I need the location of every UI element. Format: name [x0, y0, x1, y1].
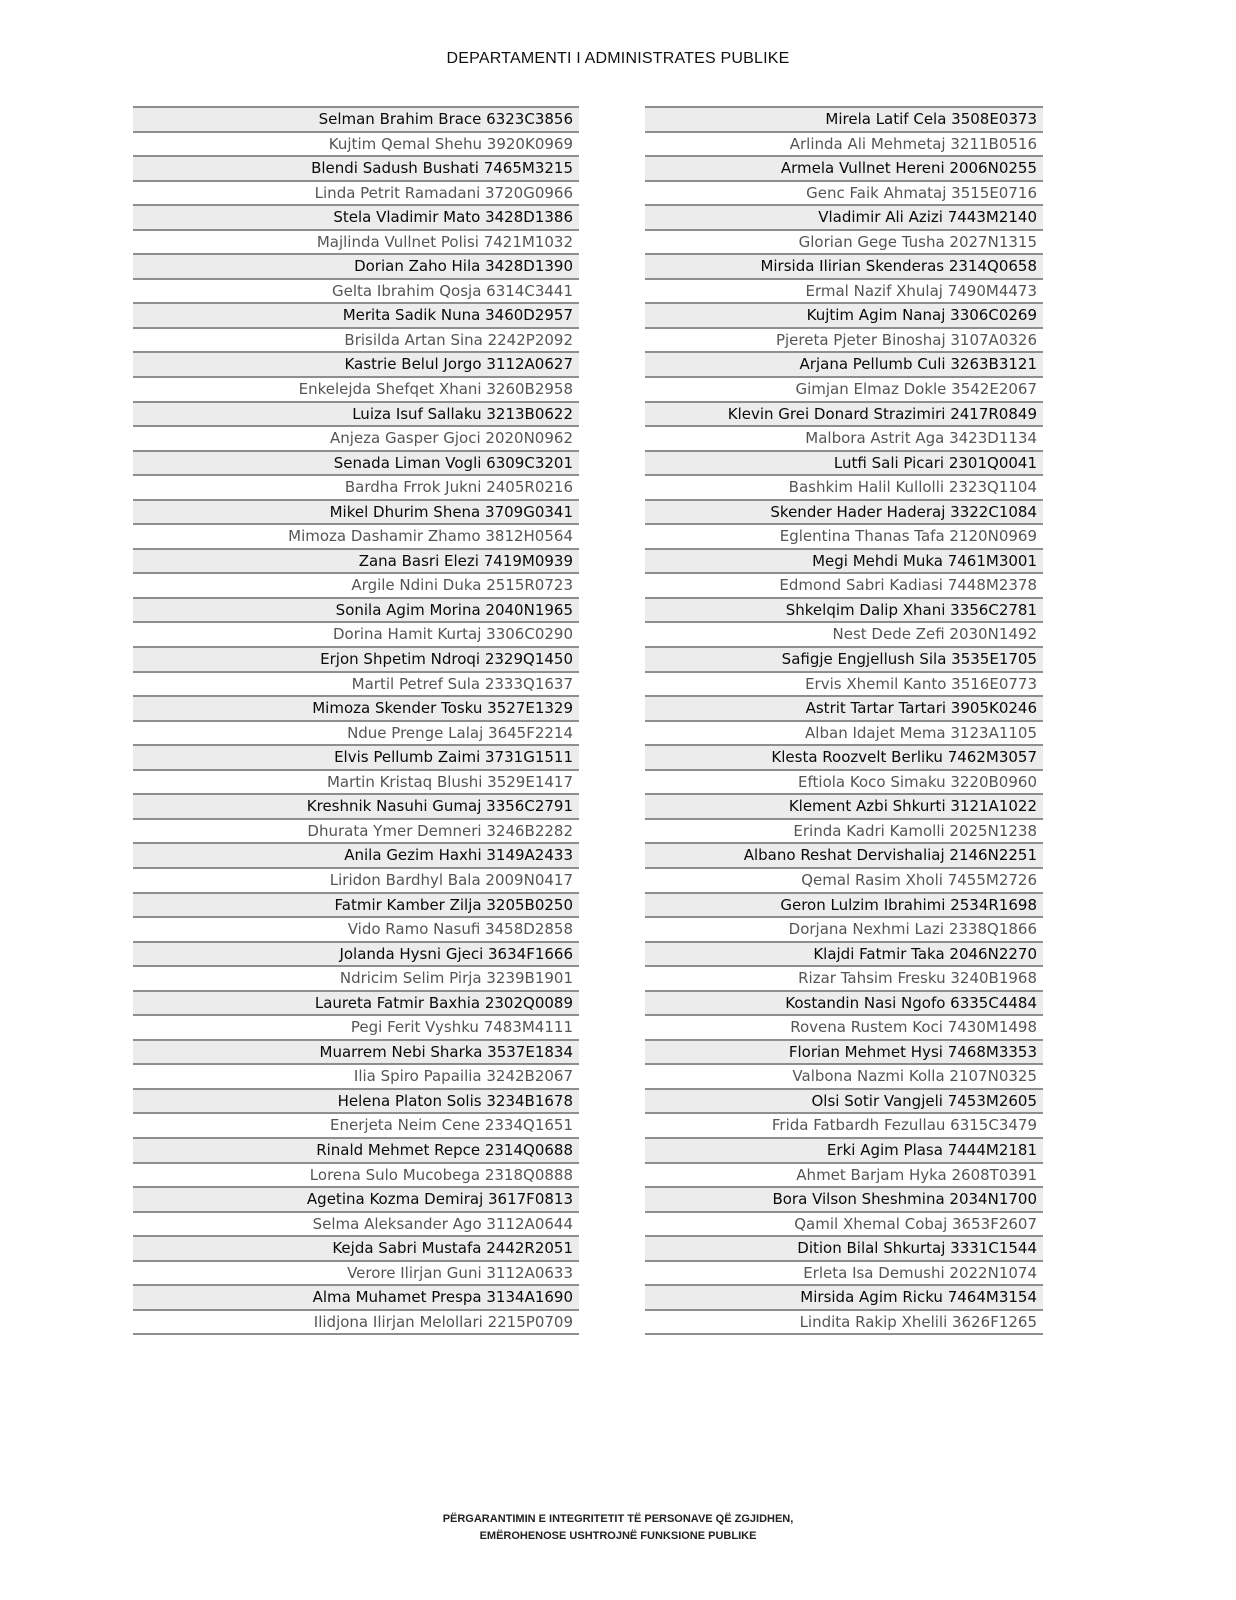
name-entry: Dorian Zaho Hila 3428D1390	[133, 253, 579, 278]
name-entry: Klevin Grei Donard Strazimiri 2417R0849	[645, 401, 1043, 426]
name-entry: Blendi Sadush Bushati 7465M3215	[133, 155, 579, 180]
name-entry: Argile Ndini Duka 2515R0723	[133, 572, 579, 597]
name-entry: Ervis Xhemil Kanto 3516E0773	[645, 671, 1043, 696]
footer-line-2: EMËROHENOSE USHTROJNË FUNKSIONE PUBLIKE	[479, 1530, 757, 1542]
name-entry: Martil Petref Sula 2333Q1637	[133, 671, 579, 696]
name-entry: Brisilda Artan Sina 2242P2092	[133, 327, 579, 352]
name-entry: Edmond Sabri Kadiasi 7448M2378	[645, 572, 1043, 597]
name-entry: Ermal Nazif Xhulaj 7490M4473	[645, 278, 1043, 303]
name-entry: Arlinda Ali Mehmetaj 3211B0516	[645, 131, 1043, 156]
footer	[0, 1511, 1236, 1545]
name-entry: Erjon Shpetim Ndroqi 2329Q1450	[133, 646, 579, 671]
name-entry: Florian Mehmet Hysi 7468M3353	[645, 1039, 1043, 1064]
name-entry: Senada Liman Vogli 6309C3201	[133, 450, 579, 475]
name-entry: Eglentina Thanas Tafa 2120N0969	[645, 523, 1043, 548]
name-entry: Kastrie Belul Jorgo 3112A0627	[133, 351, 579, 376]
name-entry: Majlinda Vullnet Polisi 7421M1032	[133, 229, 579, 254]
name-entry: Mirela Latif Cela 3508E0373	[645, 106, 1043, 131]
name-entry: Pegi Ferit Vyshku 7483M4111	[133, 1014, 579, 1039]
name-entry: Arjana Pellumb Culi 3263B3121	[645, 351, 1043, 376]
name-entry: Elvis Pellumb Zaimi 3731G1511	[133, 744, 579, 769]
name-entry: Gimjan Elmaz Dokle 3542E2067	[645, 376, 1043, 401]
name-entry: Pjereta Pjeter Binoshaj 3107A0326	[645, 327, 1043, 352]
name-entry: Skender Hader Haderaj 3322C1084	[645, 499, 1043, 524]
name-entry: Klajdi Fatmir Taka 2046N2270	[645, 941, 1043, 966]
name-entry: Fatmir Kamber Zilja 3205B0250	[133, 892, 579, 917]
name-entry: Geron Lulzim Ibrahimi 2534R1698	[645, 892, 1043, 917]
name-entry: Qamil Xhemal Cobaj 3653F2607	[645, 1211, 1043, 1236]
right-name-list	[645, 106, 1043, 1335]
name-entry: Nest Dede Zefi 2030N1492	[645, 621, 1043, 646]
name-entry: Kostandin Nasi Ngofo 6335C4484	[645, 990, 1043, 1015]
name-entry: Dition Bilal Shkurtaj 3331C1544	[645, 1235, 1043, 1260]
name-entry: Lindita Rakip Xhelili 3626F1265	[645, 1309, 1043, 1334]
name-entry: Selman Brahim Brace 6323C3856	[133, 106, 579, 131]
name-entry: Rinald Mehmet Repce 2314Q0688	[133, 1137, 579, 1162]
name-entry: Helena Platon Solis 3234B1678	[133, 1088, 579, 1113]
name-entry: Erleta Isa Demushi 2022N1074	[645, 1260, 1043, 1285]
name-entry: Kreshnik Nasuhi Gumaj 3356C2791	[133, 793, 579, 818]
name-entry: Verore Ilirjan Guni 3112A0633	[133, 1260, 579, 1285]
name-entry: Mimoza Skender Tosku 3527E1329	[133, 695, 579, 720]
name-entry: Rovena Rustem Koci 7430M1498	[645, 1014, 1043, 1039]
name-entry: Gelta Ibrahim Qosja 6314C3441	[133, 278, 579, 303]
name-entry: Kejda Sabri Mustafa 2442R2051	[133, 1235, 579, 1260]
name-entry: Glorian Gege Tusha 2027N1315	[645, 229, 1043, 254]
name-entry: Martin Kristaq Blushi 3529E1417	[133, 769, 579, 794]
name-entry: Sonila Agim Morina 2040N1965	[133, 597, 579, 622]
name-entry: Zana Basri Elezi 7419M0939	[133, 548, 579, 573]
name-entry: Erinda Kadri Kamolli 2025N1238	[645, 818, 1043, 843]
name-entry: Enerjeta Neim Cene 2334Q1651	[133, 1112, 579, 1137]
name-entry: Jolanda Hysni Gjeci 3634F1666	[133, 941, 579, 966]
name-entry: Enkelejda Shefqet Xhani 3260B2958	[133, 376, 579, 401]
name-entry: Armela Vullnet Hereni 2006N0255	[645, 155, 1043, 180]
name-entry: Albano Reshat Dervishaliaj 2146N2251	[645, 842, 1043, 867]
name-entry: Shkelqim Dalip Xhani 3356C2781	[645, 597, 1043, 622]
name-entry: Klesta Roozvelt Berliku 7462M3057	[645, 744, 1043, 769]
name-entry: Ndricim Selim Pirja 3239B1901	[133, 965, 579, 990]
name-entry: Vido Ramo Nasufi 3458D2858	[133, 916, 579, 941]
name-entry: Luiza Isuf Sallaku 3213B0622	[133, 401, 579, 426]
name-entry: Agetina Kozma Demiraj 3617F0813	[133, 1186, 579, 1211]
name-entry: Vladimir Ali Azizi 7443M2140	[645, 204, 1043, 229]
name-entry: Bashkim Halil Kullolli 2323Q1104	[645, 474, 1043, 499]
name-entry: Lutfi Sali Picari 2301Q0041	[645, 450, 1043, 475]
name-entry: Dorjana Nexhmi Lazi 2338Q1866	[645, 916, 1043, 941]
name-entry: Malbora Astrit Aga 3423D1134	[645, 425, 1043, 450]
left-name-list	[133, 106, 579, 1335]
name-entry: Selma Aleksander Ago 3112A0644	[133, 1211, 579, 1236]
footer-line-1: PËRGARANTIMIN E INTEGRITETIT TË PERSONAVE QË ZGJIDHEN,	[442, 1513, 794, 1525]
name-entry: Genc Faik Ahmataj 3515E0716	[645, 180, 1043, 205]
name-entry: Muarrem Nebi Sharka 3537E1834	[133, 1039, 579, 1064]
name-entry: Qemal Rasim Xholi 7455M2726	[645, 867, 1043, 892]
name-entry: Megi Mehdi Muka 7461M3001	[645, 548, 1043, 573]
name-entry: Ndue Prenge Lalaj 3645F2214	[133, 720, 579, 745]
name-entry: Kujtim Qemal Shehu 3920K0969	[133, 131, 579, 156]
name-entry: Lorena Sulo Mucobega 2318Q0888	[133, 1162, 579, 1187]
name-entry: Eftiola Koco Simaku 3220B0960	[645, 769, 1043, 794]
name-entry: Olsi Sotir Vangjeli 7453M2605	[645, 1088, 1043, 1113]
name-entry: Alban Idajet Mema 3123A1105	[645, 720, 1043, 745]
name-entry: Frida Fatbardh Fezullau 6315C3479	[645, 1112, 1043, 1137]
name-entry: Safigje Engjellush Sila 3535E1705	[645, 646, 1043, 671]
name-entry: Valbona Nazmi Kolla 2107N0325	[645, 1063, 1043, 1088]
name-entry: Laureta Fatmir Baxhia 2302Q0089	[133, 990, 579, 1015]
name-entry: Mirsida Ilirian Skenderas 2314Q0658	[645, 253, 1043, 278]
name-entry: Ilidjona Ilirjan Melollari 2215P0709	[133, 1309, 579, 1334]
name-entry: Anjeza Gasper Gjoci 2020N0962	[133, 425, 579, 450]
name-entry: Liridon Bardhyl Bala 2009N0417	[133, 867, 579, 892]
name-entry: Bora Vilson Sheshmina 2034N1700	[645, 1186, 1043, 1211]
name-entry: Anila Gezim Haxhi 3149A2433	[133, 842, 579, 867]
name-entry: Alma Muhamet Prespa 3134A1690	[133, 1284, 579, 1309]
page-title: DEPARTAMENTI I ADMINISTRATES PUBLIKE	[446, 50, 790, 67]
name-entry: Dorina Hamit Kurtaj 3306C0290	[133, 621, 579, 646]
name-entry: Stela Vladimir Mato 3428D1386	[133, 204, 579, 229]
name-entry: Merita Sadik Nuna 3460D2957	[133, 302, 579, 327]
name-entry: Ahmet Barjam Hyka 2608T0391	[645, 1162, 1043, 1187]
name-entry: Mirsida Agim Ricku 7464M3154	[645, 1284, 1043, 1309]
name-entry: Erki Agim Plasa 7444M2181	[645, 1137, 1043, 1162]
name-entry: Linda Petrit Ramadani 3720G0966	[133, 180, 579, 205]
name-entry: Klement Azbi Shkurti 3121A1022	[645, 793, 1043, 818]
name-entry: Kujtim Agim Nanaj 3306C0269	[645, 302, 1043, 327]
name-entry: Astrit Tartar Tartari 3905K0246	[645, 695, 1043, 720]
name-entry: Bardha Frrok Jukni 2405R0216	[133, 474, 579, 499]
name-entry: Dhurata Ymer Demneri 3246B2282	[133, 818, 579, 843]
name-entry: Mikel Dhurim Shena 3709G0341	[133, 499, 579, 524]
name-entry: Ilia Spiro Papailia 3242B2067	[133, 1063, 579, 1088]
name-entry: Mimoza Dashamir Zhamo 3812H0564	[133, 523, 579, 548]
name-entry: Rizar Tahsim Fresku 3240B1968	[645, 965, 1043, 990]
